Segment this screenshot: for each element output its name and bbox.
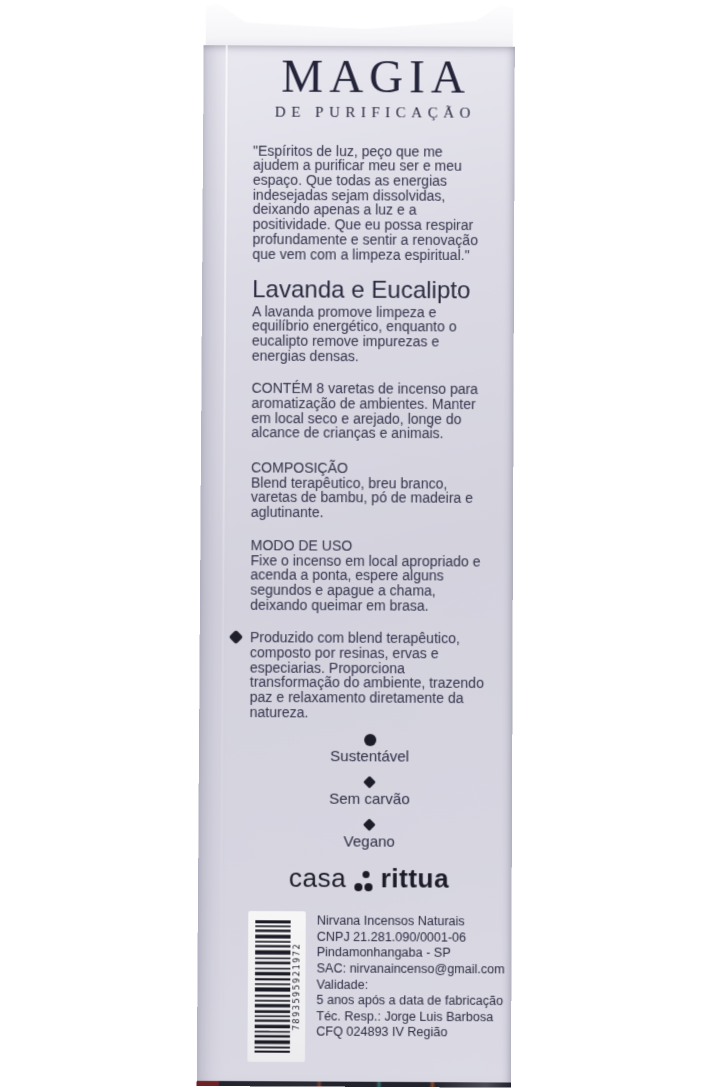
- feature-item: [249, 820, 490, 851]
- product-highlight: [250, 630, 491, 721]
- feature-list: [249, 734, 490, 851]
- brand-rittua-text: rittua: [380, 863, 450, 895]
- feature-item: [249, 734, 490, 766]
- feature-label: Sem carvão: [329, 790, 410, 809]
- box-label-panel: [197, 45, 515, 1087]
- feature-item: [249, 777, 490, 808]
- brand-casa-text: casa: [288, 862, 347, 894]
- composition-text: Blend terapêutico, breu branco, varetas de bambu, pó de madeira e aglutinante.: [250, 474, 474, 521]
- manufacturer-line: 5 anos após a data de fabricação: [316, 992, 504, 1009]
- usage-text: Fixe o incenso em local apropriado e acenda a ponta, espere alguns segundos e apague a chama, deixando queimar em brasa.: [250, 551, 481, 614]
- diamond-bullet-icon: [363, 819, 376, 832]
- scent-description: A lavanda promove limpeza e equilíbrio energético, enquanto o eucalipto remove impurezas e energias densas.: [251, 302, 457, 364]
- barcode-number: 7893595921972: [292, 942, 303, 1031]
- manufacturer-line: Pindamonhangaba - SP: [316, 945, 451, 961]
- manufacturer-line: CFQ 024893 IV Região: [316, 1024, 448, 1040]
- brand-dots-icon: [353, 871, 373, 893]
- brand-logo: [248, 863, 489, 896]
- contents-info: CONTÉM 8 varetas de incenso para aromatização de ambientes. Manter em local seco e arejado, longe do alcance de crianças e animais.: [251, 380, 479, 442]
- manufacturer-line: Nirvana Incensos Naturais: [316, 913, 465, 929]
- manufacturer-line: CNPJ 21.281.090/0001-06: [316, 929, 467, 945]
- manufacturer-line: Validade:: [316, 977, 369, 992]
- manufacturer-line: SAC: nirvanaincenso@gmail.com: [316, 961, 505, 977]
- barcode-bars-icon: [255, 920, 291, 1053]
- feature-label: Sustentável: [330, 748, 410, 766]
- barcode: [247, 911, 305, 1062]
- product-subtitle: DE PURIFICAÇÃO: [274, 104, 476, 122]
- product-title: MAGIA: [281, 50, 471, 104]
- manufacturer-line: Téc. Resp.: Jorge Luis Barbosa: [316, 1008, 494, 1025]
- purification-prayer: "Espíritos de luz, peço que me ajudem a purificar meu ser e meu espaço. Que todas as energias indesejadas sejam dissolvidas, deixando apenas a luz e a positividade. Que eu possa respirar profundamente e sentir a renovação que vem com a limpeza espiritual.": [252, 142, 479, 263]
- diamond-bullet-icon: [363, 776, 376, 789]
- feature-label: Vegano: [343, 833, 395, 852]
- product-highlight-text: Produzido com blend terapêutico, composto por resinas, ervas e especiarias. Proporciona transformação do ambiente, trazendo paz e relaxamento diretamente da natureza.: [249, 629, 485, 721]
- diamond-bullet-icon: [229, 630, 243, 644]
- usage-heading: MODO DE USO: [250, 536, 353, 554]
- composition-heading: COMPOSIÇÃO: [251, 459, 349, 477]
- box-bottom-edge: [197, 1081, 511, 1088]
- circle-bullet-icon: [364, 734, 376, 746]
- incense-box-back-panel: [197, 3, 515, 1087]
- manufacturer-info: [316, 911, 505, 1041]
- manufacturer-strip: [247, 911, 505, 1063]
- scent-name: Lavanda e Eucalipto: [252, 276, 471, 305]
